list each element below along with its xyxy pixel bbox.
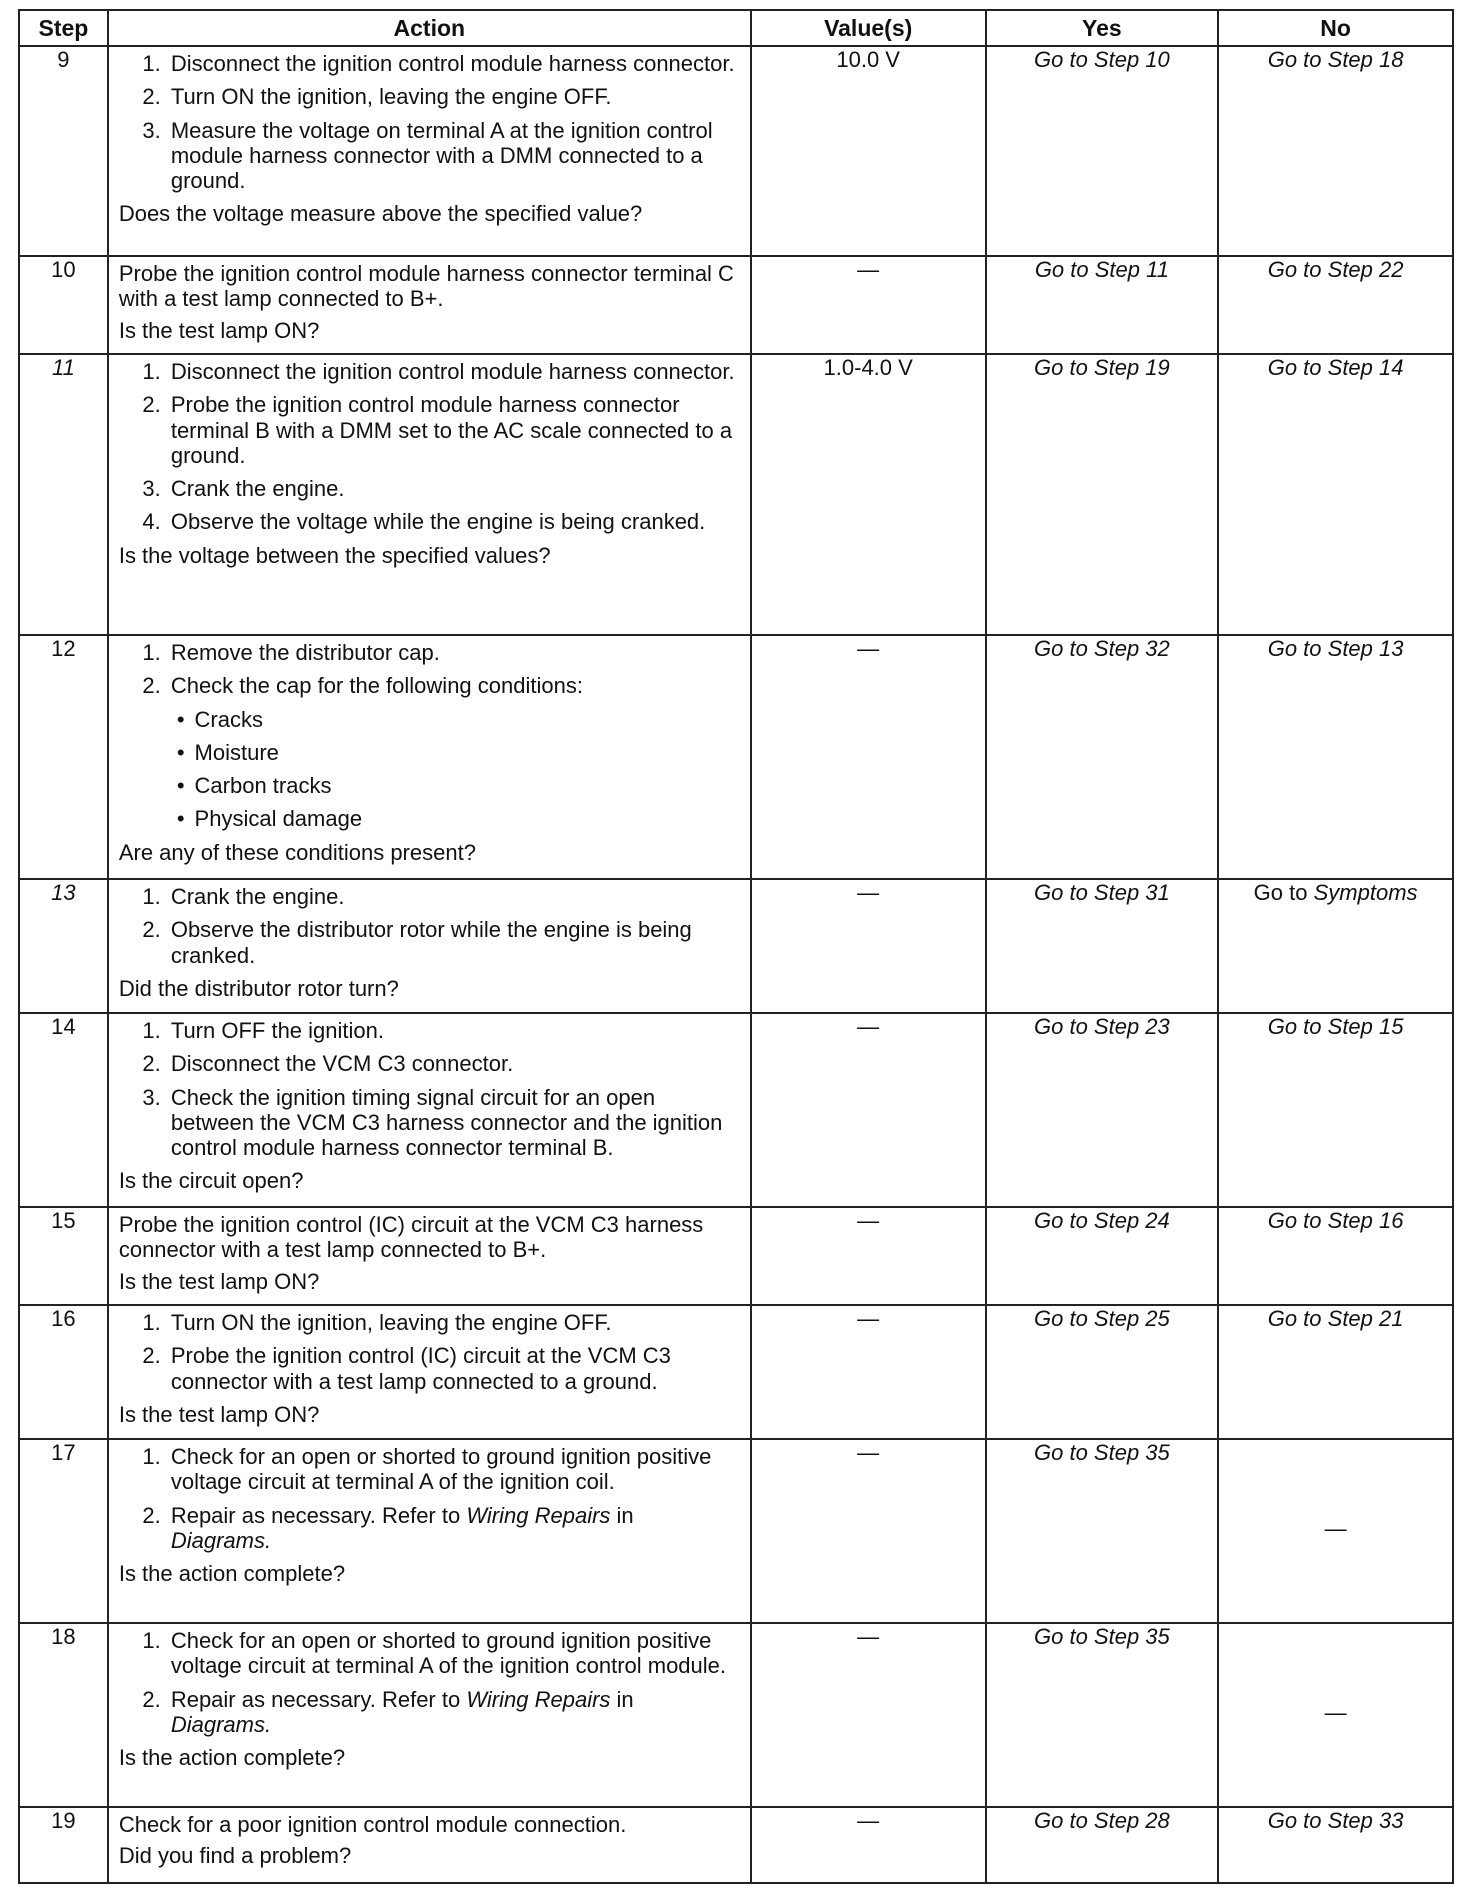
- action-item: 1. Disconnect the ignition control module harness connector.: [167, 51, 740, 76]
- header-action: Action: [108, 10, 751, 46]
- no-cell: Go to Step 13: [1218, 635, 1453, 879]
- action-text: Check for a poor ignition control module connection.: [118, 1812, 627, 1837]
- step-number: 12: [19, 635, 108, 879]
- action-item: 1. Turn ON the ignition, leaving the engine OFF.: [167, 1310, 740, 1335]
- action-item: [167, 1687, 740, 1738]
- action-cell: [108, 46, 751, 256]
- no-cell: —: [1218, 1439, 1453, 1623]
- value-cell: —: [751, 1207, 986, 1305]
- value-cell: —: [751, 879, 986, 1013]
- action-item: 2. Observe the distributor rotor while the engine is being cranked.: [167, 917, 740, 968]
- action-cell: [108, 1207, 751, 1305]
- diagrams-ref: Diagrams.: [170, 1527, 272, 1553]
- step-number: 10: [19, 256, 108, 354]
- no-cell: Go to Step 18: [1218, 46, 1453, 256]
- repair-text: Repair as necessary. Refer to: [170, 1686, 461, 1712]
- table-row: [19, 256, 1453, 354]
- table-row: [19, 46, 1453, 256]
- action-cell: [108, 879, 751, 1013]
- value-cell: —: [751, 1807, 986, 1883]
- action-item-text: Check the cap for the following conditions:: [170, 673, 583, 699]
- header-row: [19, 10, 1453, 46]
- action-question: Is the test lamp ON?: [118, 1401, 320, 1427]
- action-item: 1. Disconnect the ignition control module harness connector.: [167, 359, 740, 384]
- yes-cell: Go to Step 11: [986, 256, 1219, 354]
- header-step: Step: [19, 10, 108, 46]
- value-cell: —: [751, 1623, 986, 1807]
- action-text: Probe the ignition control (IC) circuit at the VCM C3 harness connector with a test lamp connected to B+.: [118, 1212, 704, 1263]
- no-cell: [1218, 879, 1453, 1013]
- table-row: [19, 1207, 1453, 1305]
- yes-cell: Go to Step 35: [986, 1623, 1219, 1807]
- action-item: 2. Disconnect the VCM C3 connector.: [167, 1051, 740, 1076]
- action-item: 2. Probe the ignition control (IC) circuit at the VCM C3 connector with a test lamp connected to a ground.: [167, 1343, 740, 1394]
- action-question: Did you find a problem?: [118, 1843, 352, 1869]
- no-cell: —: [1218, 1623, 1453, 1807]
- value-cell: —: [751, 1439, 986, 1623]
- no-cell: Go to Step 14: [1218, 354, 1453, 635]
- condition-item: • Cracks: [177, 707, 740, 732]
- step-number: 15: [19, 1207, 108, 1305]
- no-prefix: Go to: [1253, 880, 1308, 905]
- no-cell: Go to Step 15: [1218, 1013, 1453, 1207]
- yes-cell: Go to Step 28: [986, 1807, 1219, 1883]
- action-item: 1. Crank the engine.: [167, 884, 740, 909]
- step-number: 18: [19, 1623, 108, 1807]
- table-row: [19, 1439, 1453, 1623]
- action-item: 1. Turn OFF the ignition.: [167, 1018, 740, 1043]
- yes-cell: Go to Step 25: [986, 1305, 1219, 1439]
- action-question: Is the voltage between the specified values?: [118, 542, 551, 568]
- yes-cell: Go to Step 35: [986, 1439, 1219, 1623]
- header-yes: Yes: [986, 10, 1219, 46]
- action-cell: [108, 354, 751, 635]
- action-cell: [108, 1807, 751, 1883]
- action-question: Is the test lamp ON?: [118, 317, 320, 343]
- yes-cell: Go to Step 19: [986, 354, 1219, 635]
- action-cell: [108, 1439, 751, 1623]
- action-item: 1. Check for an open or shorted to ground ignition positive voltage circuit at terminal A of the ignition coil.: [167, 1444, 740, 1495]
- repair-connector: in: [616, 1502, 634, 1528]
- step-number: 13: [19, 879, 108, 1013]
- wiring-repairs-ref: Wiring Repairs: [466, 1686, 611, 1712]
- diagnostic-table: [18, 9, 1454, 1884]
- step-number: 19: [19, 1807, 108, 1883]
- action-question: Does the voltage measure above the specified value?: [118, 201, 643, 227]
- value-cell: —: [751, 256, 986, 354]
- action-item: 1. Remove the distributor cap.: [167, 640, 740, 665]
- value-cell: —: [751, 1013, 986, 1207]
- table-row: [19, 1807, 1453, 1883]
- condition-item: • Carbon tracks: [177, 773, 740, 798]
- action-item: 2. Turn ON the ignition, leaving the engine OFF.: [167, 84, 740, 109]
- header-values: Value(s): [751, 10, 986, 46]
- no-cell: Go to Step 33: [1218, 1807, 1453, 1883]
- value-cell: —: [751, 1305, 986, 1439]
- diagrams-ref: Diagrams.: [170, 1711, 272, 1737]
- action-question: Is the action complete?: [118, 1561, 346, 1587]
- action-item: [167, 673, 740, 831]
- step-number: 16: [19, 1305, 108, 1439]
- action-item: 3. Check the ignition timing signal circuit for an open between the VCM C3 harness connector and the ignition control module harness connector terminal B.: [167, 1085, 740, 1161]
- action-question: Is the circuit open?: [118, 1168, 304, 1194]
- symptoms-ref: Symptoms: [1313, 880, 1418, 905]
- table-row: [19, 1013, 1453, 1207]
- value-cell: —: [751, 635, 986, 879]
- step-number: 9: [19, 46, 108, 256]
- table-row: [19, 1623, 1453, 1807]
- action-text: Probe the ignition control module harness connector terminal C with a test lamp connected to B+.: [118, 261, 734, 312]
- action-question: Are any of these conditions present?: [118, 839, 476, 865]
- action-question: Is the action complete?: [118, 1745, 346, 1771]
- action-cell: [108, 1305, 751, 1439]
- yes-cell: Go to Step 31: [986, 879, 1219, 1013]
- action-question: Did the distributor rotor turn?: [118, 975, 399, 1001]
- action-cell: [108, 1013, 751, 1207]
- condition-item: • Physical damage: [177, 806, 740, 831]
- yes-cell: Go to Step 32: [986, 635, 1219, 879]
- yes-cell: Go to Step 24: [986, 1207, 1219, 1305]
- condition-item: • Moisture: [177, 740, 740, 765]
- table-row: [19, 1305, 1453, 1439]
- yes-cell: Go to Step 23: [986, 1013, 1219, 1207]
- action-item: 2. Probe the ignition control module harness connector terminal B with a DMM set to the AC scale connected to a ground.: [167, 392, 740, 468]
- table-row: [19, 635, 1453, 879]
- value-cell: 10.0 V: [751, 46, 986, 256]
- step-number: 17: [19, 1439, 108, 1623]
- header-no: No: [1218, 10, 1453, 46]
- repair-text: Repair as necessary. Refer to: [170, 1502, 461, 1528]
- no-cell: Go to Step 22: [1218, 256, 1453, 354]
- action-item: [167, 1503, 740, 1554]
- action-cell: [108, 256, 751, 354]
- action-item: 4. Observe the voltage while the engine is being cranked.: [167, 509, 740, 534]
- no-cell: Go to Step 21: [1218, 1305, 1453, 1439]
- step-number: 11: [19, 354, 108, 635]
- repair-connector: in: [616, 1686, 634, 1712]
- step-number: 14: [19, 1013, 108, 1207]
- no-cell: Go to Step 16: [1218, 1207, 1453, 1305]
- action-cell: [108, 1623, 751, 1807]
- action-item: 3. Measure the voltage on terminal A at the ignition control module harness connector with a DMM connected to a ground.: [167, 118, 740, 194]
- action-question: Is the test lamp ON?: [118, 1268, 320, 1294]
- action-item: 1. Check for an open or shorted to ground ignition positive voltage circuit at terminal A of the ignition control module.: [167, 1628, 740, 1679]
- table-row: [19, 354, 1453, 635]
- wiring-repairs-ref: Wiring Repairs: [466, 1502, 611, 1528]
- yes-cell: Go to Step 10: [986, 46, 1219, 256]
- value-cell: 1.0-4.0 V: [751, 354, 986, 635]
- action-item: 3. Crank the engine.: [167, 476, 740, 501]
- action-cell: [108, 635, 751, 879]
- conditions-list: [171, 707, 740, 832]
- table-row: [19, 879, 1453, 1013]
